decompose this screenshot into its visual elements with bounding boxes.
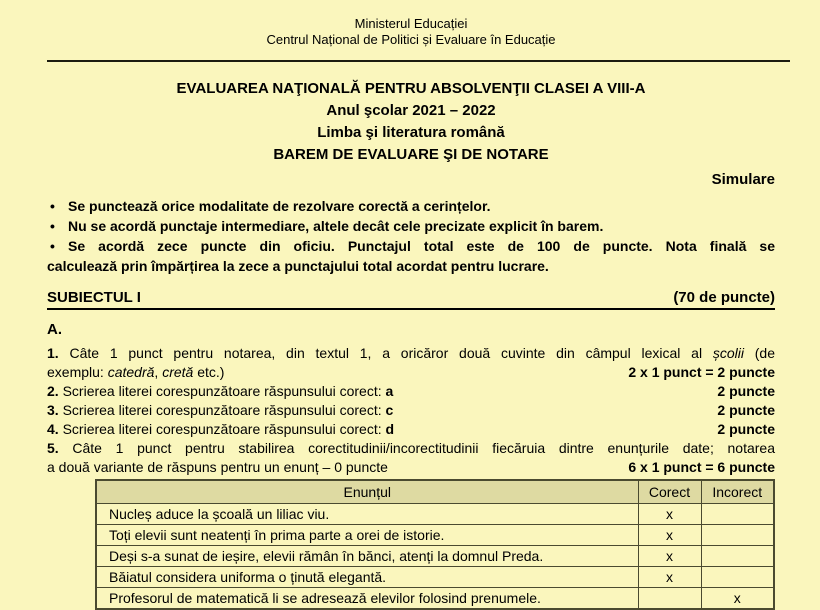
item-1-example-tail: etc.)	[193, 364, 225, 380]
rule-item-2-text: Nu se acordă punctaje intermediare, altele decât cele precizate explicit în barem.	[68, 218, 604, 234]
item-4-number: 4.	[47, 421, 59, 437]
general-rules	[47, 196, 775, 276]
item-1-example-word-2: cretă	[162, 364, 194, 380]
table-row	[96, 504, 774, 525]
incorrect-mark-cell: x	[701, 588, 774, 610]
exam-title: EVALUAREA NAŢIONALĂ PENTRU ABSOLVENŢII CLASEI A VIII-A	[176, 80, 646, 97]
section-points: (70 de puncte)	[673, 289, 775, 306]
col-header-incorrect: Incorect	[701, 480, 774, 504]
statement-cell: Nucleș aduce la școală un liliac viu.	[96, 504, 638, 525]
incorrect-mark-cell	[701, 567, 774, 588]
correct-mark-cell: x	[638, 546, 701, 567]
item-1-number: 1.	[47, 345, 59, 361]
correct-mark-cell: x	[638, 525, 701, 546]
incorrect-mark-cell	[701, 504, 774, 525]
correct-mark-cell	[638, 588, 701, 610]
bullet-icon: •	[50, 198, 55, 214]
incorrect-mark-cell	[701, 525, 774, 546]
table-row	[96, 588, 774, 610]
item-2-answer: a	[385, 383, 394, 399]
item-4-line	[47, 420, 775, 439]
item-3-line	[47, 401, 775, 420]
school-year: Anul şcolar 2021 – 2022	[326, 102, 496, 119]
part-a-label: A.	[47, 321, 62, 338]
item-3-answer: c	[385, 402, 394, 418]
item-1-italic-word: școlii	[712, 345, 744, 361]
rule-item-1-text: Se punctează orice modalitate de rezolvare corectă a cerințelor.	[68, 198, 491, 214]
statement-cell: Profesorul de matematică li se adresează elevilor folosind prenumele.	[96, 588, 638, 610]
ministry-name: Ministerul Educației	[354, 16, 468, 31]
scoring-items	[47, 344, 775, 477]
bullet-icon: •	[50, 238, 55, 254]
table-row	[96, 525, 774, 546]
item-3-text-group	[47, 401, 393, 420]
bullet-icon: •	[50, 218, 55, 234]
item-2-number: 2.	[47, 383, 59, 399]
letterhead	[47, 0, 775, 48]
item-1-points: 2 x 1 punct = 2 puncte	[628, 364, 775, 380]
item-5-text-tail: a două variante de răspuns pentru un enunț – 0 puncte	[47, 459, 388, 475]
item-2-points: 2 puncte	[717, 383, 775, 399]
correct-mark-cell: x	[638, 567, 701, 588]
document-type: BAREM DE EVALUARE ŞI DE NOTARE	[273, 146, 549, 163]
item-4-text: Scrierea literei corespunzătoare răspunsului corect:	[58, 421, 386, 437]
item-3-number: 3.	[47, 402, 59, 418]
rule-item-2	[47, 216, 775, 236]
item-5-line-2	[47, 458, 775, 477]
statement-cell: Băiatul considera uniforma o ținută elegantă.	[96, 567, 638, 588]
session-label: Simulare	[711, 171, 775, 188]
item-5-number: 5.	[47, 440, 59, 456]
table-header-row	[96, 480, 774, 504]
rule-item-1	[47, 196, 775, 216]
item-1-example-sep: ,	[154, 364, 163, 380]
col-header-statement: Enunțul	[96, 480, 638, 504]
header-divider	[47, 60, 790, 62]
item-3-points: 2 puncte	[717, 402, 775, 418]
incorrect-mark-cell	[701, 546, 774, 567]
item-4-answer: d	[385, 421, 395, 437]
item-5-text: Câte 1 punct pentru stabilirea corectitudinii/incorectitudinii fiecăruia dintre enunțurile date; notarea	[58, 440, 775, 456]
item-2-text: Scrierea literei corespunzătoare răspunsului corect:	[58, 383, 386, 399]
title-block	[47, 78, 775, 166]
item-5-points: 6 x 1 punct = 6 puncte	[628, 459, 775, 475]
section-title: SUBIECTUL I	[47, 289, 141, 306]
subject-name: Limba şi literatura română	[317, 124, 505, 141]
statements-table	[95, 479, 775, 610]
item-1-text: Câte 1 punct pentru notarea, din textul 1, a oricăror două cuvinte din câmpul lexical al	[58, 345, 713, 361]
correct-mark-cell: x	[638, 504, 701, 525]
item-3-text: Scrierea literei corespunzătoare răspunsului corect:	[58, 402, 386, 418]
table-row	[96, 567, 774, 588]
rule-item-3-text: Se acordă zece puncte din oficiu. Punctajul total este de 100 de puncte. Nota finală se	[68, 238, 775, 254]
table-row	[96, 546, 774, 567]
item-1-example-lead: exemplu:	[47, 364, 108, 380]
item-4-points: 2 puncte	[717, 421, 775, 437]
item-1-line-1	[47, 344, 775, 363]
item-1-example-word-1: catedră	[107, 364, 155, 380]
item-5-line-1	[47, 439, 775, 458]
statement-cell: Toți elevii sunt neatenți în prima parte a orei de istorie.	[96, 525, 638, 546]
agency-name: Centrul Național de Politici și Evaluare în Educație	[266, 32, 556, 47]
statement-cell: Deși s-a sunat de ieșire, elevii rămân în bănci, atenți la domnul Preda.	[96, 546, 638, 567]
item-1-line-2	[47, 363, 775, 382]
section-header	[47, 290, 775, 310]
item-1-text-tail: (de	[743, 345, 776, 361]
rule-item-3-line-2: calculează prin împărțirea la zece a punctajului total acordat pentru lucrare.	[47, 258, 549, 274]
col-header-correct: Corect	[638, 480, 701, 504]
item-1-examples	[47, 363, 224, 382]
item-2-text-group	[47, 382, 393, 401]
rule-item-3-line-1	[47, 236, 775, 256]
item-4-text-group	[47, 420, 394, 439]
item-2-line	[47, 382, 775, 401]
